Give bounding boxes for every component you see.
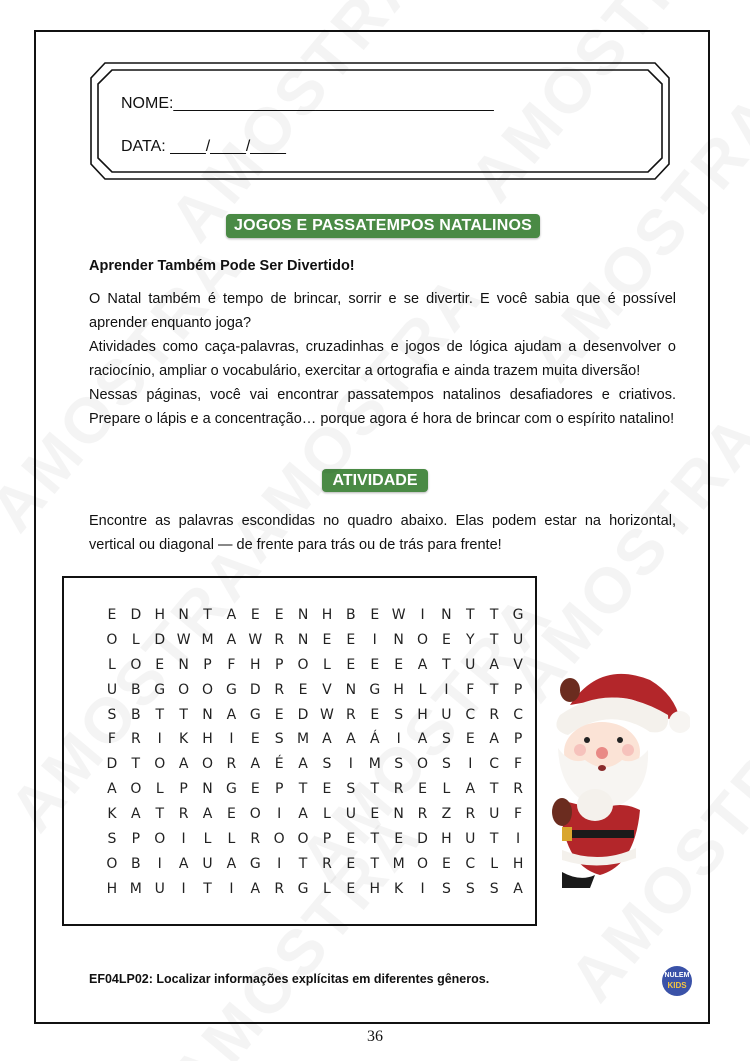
grid-letter[interactable]: A bbox=[417, 656, 428, 673]
grid-letter[interactable]: K bbox=[107, 806, 117, 823]
grid-letter[interactable]: I bbox=[181, 880, 186, 897]
grid-letter[interactable]: S bbox=[394, 706, 404, 723]
grid-letter[interactable]: O bbox=[106, 631, 118, 648]
grid-letter[interactable]: H bbox=[202, 731, 213, 748]
grid-letter[interactable]: E bbox=[346, 831, 356, 848]
grid-letter[interactable]: I bbox=[157, 855, 162, 872]
grid-letter[interactable]: A bbox=[107, 781, 117, 798]
grid-letter[interactable]: T bbox=[489, 781, 499, 798]
grid-letter[interactable]: T bbox=[203, 880, 212, 897]
grid-letter[interactable]: E bbox=[418, 781, 427, 798]
grid-letter[interactable]: R bbox=[489, 706, 500, 723]
grid-letter[interactable]: U bbox=[465, 831, 476, 848]
intro-paragraph: O Natal também é tempo de brincar, sorrir e se divertir. E você sabia que é possível aprender enquanto joga? bbox=[89, 291, 676, 331]
grid-letter[interactable]: A bbox=[298, 806, 308, 823]
grid-letter[interactable]: L bbox=[108, 656, 116, 673]
grid-letter[interactable]: N bbox=[202, 781, 213, 798]
grid-letter[interactable]: E bbox=[346, 656, 356, 673]
grid-letter[interactable]: E bbox=[250, 731, 260, 748]
grid-letter[interactable]: H bbox=[321, 607, 333, 623]
name-field[interactable] bbox=[121, 95, 494, 113]
grid-letter[interactable]: D bbox=[297, 706, 309, 723]
grid-letter[interactable]: T bbox=[370, 831, 380, 848]
grid-letter[interactable]: I bbox=[516, 831, 521, 848]
grid-letter[interactable]: E bbox=[370, 706, 380, 723]
grid-letter[interactable]: V bbox=[513, 656, 523, 673]
name-label: NOME: bbox=[121, 95, 174, 112]
grid-letter[interactable]: O bbox=[201, 756, 214, 773]
grid-letter[interactable]: E bbox=[346, 880, 356, 897]
grid-letter[interactable]: G bbox=[249, 855, 261, 872]
grid-letter[interactable]: I bbox=[468, 756, 473, 773]
grid-letter[interactable]: N bbox=[297, 607, 309, 623]
grid-letter[interactable]: T bbox=[489, 607, 499, 623]
grid-letter[interactable]: F bbox=[466, 681, 475, 698]
grid-letter[interactable]: A bbox=[250, 756, 261, 773]
grid-letter[interactable]: O bbox=[154, 756, 166, 773]
grid-letter[interactable]: U bbox=[154, 880, 165, 897]
grid-letter[interactable]: R bbox=[322, 855, 332, 872]
grid-letter[interactable]: S bbox=[107, 706, 117, 723]
grid-letter[interactable]: U bbox=[106, 681, 118, 698]
grid-letter[interactable]: L bbox=[131, 631, 140, 648]
grid-letter[interactable]: I bbox=[420, 880, 425, 897]
grid-letter[interactable]: T bbox=[155, 806, 164, 823]
grid-letter[interactable]: E bbox=[346, 855, 356, 872]
grid-letter[interactable]: I bbox=[229, 880, 234, 897]
grid-letter[interactable]: H bbox=[441, 831, 452, 848]
grid-letter[interactable]: A bbox=[322, 731, 332, 748]
grid-letter[interactable]: A bbox=[250, 880, 261, 897]
grid-letter[interactable]: A bbox=[489, 656, 499, 673]
logo-text-top: NULEM bbox=[664, 972, 690, 979]
grid-letter[interactable]: A bbox=[465, 781, 476, 798]
grid-row bbox=[100, 678, 530, 703]
grid-letter[interactable]: P bbox=[322, 831, 332, 848]
grid-row bbox=[100, 727, 530, 752]
grid-letter[interactable]: S bbox=[441, 731, 451, 748]
grid-letter[interactable]: E bbox=[346, 631, 356, 648]
intro-paragraph: Nessas páginas, você vai encontrar passatempos natalinos desafiadores e criativos. Prepare o lápis e a concentração… porque agora é hora de brincar com o espírito natalino! bbox=[89, 387, 676, 427]
grid-letter[interactable]: E bbox=[298, 681, 308, 698]
date-blank: ____/____/____ bbox=[170, 138, 286, 155]
grid-letter[interactable]: E bbox=[394, 656, 404, 673]
grid-letter[interactable]: M bbox=[368, 756, 381, 773]
grid-letter[interactable]: I bbox=[420, 607, 425, 623]
grid-letter[interactable]: G bbox=[225, 781, 237, 798]
grid-letter[interactable]: G bbox=[297, 880, 309, 897]
grid-letter[interactable]: L bbox=[442, 781, 451, 798]
grid-letter[interactable]: O bbox=[154, 831, 166, 848]
grid-letter[interactable]: T bbox=[131, 756, 141, 773]
grid-letter[interactable]: E bbox=[370, 806, 380, 823]
grid-letter[interactable]: C bbox=[465, 706, 476, 723]
grid-letter[interactable]: S bbox=[394, 756, 404, 773]
grid-letter[interactable]: E bbox=[441, 631, 451, 648]
grid-letter[interactable]: U bbox=[441, 706, 452, 723]
grid-letter[interactable]: L bbox=[323, 880, 331, 897]
grid-letter[interactable]: U bbox=[465, 656, 476, 673]
grid-letter[interactable]: I bbox=[181, 831, 186, 848]
grid-letter[interactable]: L bbox=[227, 831, 236, 848]
grid-letter[interactable]: S bbox=[465, 880, 475, 897]
grid-letter[interactable]: H bbox=[417, 706, 428, 723]
grid-letter[interactable]: R bbox=[274, 631, 285, 648]
grid-letter[interactable]: O bbox=[297, 831, 309, 848]
grid-letter[interactable]: F bbox=[227, 656, 236, 673]
grid-letter[interactable]: F bbox=[107, 731, 116, 748]
grid-letter[interactable]: R bbox=[513, 781, 523, 798]
skill-code-line bbox=[89, 972, 489, 986]
grid-letter[interactable]: E bbox=[441, 855, 451, 872]
grid-letter[interactable]: T bbox=[298, 781, 308, 798]
grid-letter[interactable]: R bbox=[178, 806, 189, 823]
grid-letter[interactable]: D bbox=[130, 607, 142, 623]
grid-letter[interactable]: N bbox=[297, 631, 309, 648]
grid-letter[interactable]: H bbox=[250, 656, 261, 673]
grid-letter[interactable]: I bbox=[348, 756, 353, 773]
grid-letter[interactable]: P bbox=[274, 656, 284, 673]
grid-letter[interactable]: T bbox=[298, 855, 308, 872]
grid-letter[interactable]: O bbox=[130, 656, 142, 673]
grid-letter[interactable]: O bbox=[417, 756, 429, 773]
intro-text bbox=[89, 287, 676, 431]
grid-letter[interactable]: A bbox=[489, 731, 499, 748]
grid-letter[interactable]: T bbox=[370, 855, 380, 872]
grid-letter[interactable]: A bbox=[226, 706, 237, 723]
grid-letter[interactable]: N bbox=[441, 607, 452, 623]
grid-letter[interactable]: K bbox=[394, 880, 404, 897]
grid-letter[interactable]: N bbox=[393, 806, 404, 823]
grid-letter[interactable]: L bbox=[203, 831, 212, 848]
grid-letter[interactable]: I bbox=[396, 731, 401, 748]
grid-letter[interactable]: L bbox=[490, 855, 499, 872]
grid-letter[interactable]: T bbox=[370, 781, 380, 798]
grid-letter[interactable]: O bbox=[297, 656, 309, 673]
grid-letter[interactable]: F bbox=[514, 756, 523, 773]
grid-letter[interactable]: U bbox=[345, 806, 356, 823]
grid-letter[interactable]: F bbox=[514, 806, 523, 823]
grid-letter[interactable]: U bbox=[202, 855, 213, 872]
grid-letter[interactable]: E bbox=[465, 731, 475, 748]
grid-letter[interactable]: A bbox=[226, 631, 237, 648]
grid-letter[interactable]: L bbox=[323, 656, 331, 673]
grid-letter[interactable]: T bbox=[489, 631, 499, 648]
page-number: 36 bbox=[367, 1028, 383, 1045]
word-search-grid[interactable] bbox=[100, 603, 530, 902]
grid-letter[interactable]: P bbox=[513, 681, 523, 698]
word-search-box bbox=[62, 576, 537, 926]
grid-letter[interactable]: M bbox=[201, 631, 214, 648]
grid-letter[interactable]: M bbox=[129, 880, 142, 897]
name-blank: ____________________________________ bbox=[173, 95, 494, 112]
grid-letter[interactable]: R bbox=[274, 880, 285, 897]
grid-letter[interactable]: H bbox=[369, 880, 380, 897]
grid-letter[interactable]: S bbox=[489, 880, 499, 897]
grid-letter[interactable]: N bbox=[393, 631, 404, 648]
grid-letter[interactable]: C bbox=[513, 706, 523, 723]
grid-row bbox=[100, 703, 530, 728]
grid-row bbox=[100, 877, 530, 902]
grid-letter[interactable]: A bbox=[417, 731, 428, 748]
grid-row bbox=[100, 752, 530, 777]
grid-letter[interactable]: E bbox=[226, 806, 236, 823]
grid-letter[interactable]: A bbox=[346, 731, 356, 748]
grid-letter[interactable]: É bbox=[274, 756, 284, 773]
grid-row bbox=[100, 852, 530, 877]
grid-letter[interactable]: S bbox=[441, 880, 451, 897]
grid-letter[interactable]: E bbox=[274, 706, 284, 723]
grid-letter[interactable]: H bbox=[106, 880, 118, 897]
grid-letter[interactable]: Z bbox=[441, 806, 452, 823]
grid-letter[interactable]: R bbox=[393, 781, 404, 798]
grid-letter[interactable]: A bbox=[131, 806, 141, 823]
grid-letter[interactable]: S bbox=[322, 756, 332, 773]
grid-letter[interactable]: E bbox=[250, 607, 260, 623]
grid-letter[interactable]: N bbox=[178, 656, 189, 673]
grid-letter[interactable]: O bbox=[249, 806, 261, 823]
grid-row bbox=[100, 827, 530, 852]
grid-letter[interactable]: E bbox=[370, 656, 380, 673]
grid-letter[interactable]: C bbox=[465, 855, 476, 872]
grid-letter[interactable]: O bbox=[417, 855, 429, 872]
intro-paragraph: Atividades como caça-palavras, cruzadinhas e jogos de lógica ajudam a desenvolver o raciocínio, ampliar o vocabulário, exercitar a ortografia e ainda trazem muita diversão! bbox=[89, 339, 676, 379]
grid-letter[interactable]: O bbox=[130, 781, 142, 798]
grid-letter[interactable]: R bbox=[226, 756, 237, 773]
grid-letter[interactable]: I bbox=[277, 806, 282, 823]
grid-letter[interactable]: G bbox=[512, 607, 524, 623]
grid-row bbox=[100, 802, 530, 827]
grid-letter[interactable]: R bbox=[417, 806, 428, 823]
grid-letter[interactable]: A bbox=[202, 806, 213, 823]
grid-letter[interactable]: L bbox=[155, 781, 164, 798]
octagon-frame bbox=[90, 62, 670, 180]
grid-letter[interactable]: O bbox=[201, 681, 214, 698]
grid-letter[interactable]: I bbox=[229, 731, 234, 748]
grid-letter[interactable]: B bbox=[131, 681, 141, 698]
grid-letter[interactable]: N bbox=[202, 706, 213, 723]
brand-logo bbox=[662, 966, 692, 996]
grid-letter[interactable]: T bbox=[442, 656, 451, 673]
grid-row bbox=[100, 603, 530, 628]
grid-letter[interactable]: R bbox=[465, 806, 476, 823]
skill-code: EF04LP02 bbox=[89, 972, 149, 986]
date-field[interactable] bbox=[121, 138, 286, 156]
grid-letter[interactable]: P bbox=[513, 731, 523, 748]
santa-illustration bbox=[540, 660, 690, 890]
grid-letter[interactable]: S bbox=[346, 781, 356, 798]
grid-letter[interactable]: B bbox=[131, 706, 141, 723]
instructions-paragraph: Encontre as palavras escondidas no quadro abaixo. Elas podem estar na horizontal, vertical ou diagonal — de frente para trás ou de trás para frente! bbox=[89, 513, 676, 553]
grid-letter[interactable]: H bbox=[154, 607, 165, 623]
activity-label: ATIVIDADE bbox=[322, 469, 428, 492]
instructions-text bbox=[89, 509, 676, 557]
skill-description: : Localizar informações explícitas em diferentes gêneros. bbox=[148, 972, 490, 986]
grid-letter[interactable]: E bbox=[155, 656, 165, 673]
grid-letter[interactable]: L bbox=[418, 681, 427, 698]
grid-letter[interactable]: A bbox=[513, 880, 523, 897]
grid-letter[interactable]: K bbox=[179, 731, 189, 748]
logo-text-bottom: KIDS bbox=[667, 981, 687, 990]
grid-letter[interactable]: A bbox=[178, 855, 189, 872]
grid-letter[interactable]: O bbox=[106, 855, 118, 872]
grid-letter[interactable]: O bbox=[273, 831, 285, 848]
grid-letter[interactable]: S bbox=[107, 831, 117, 848]
grid-letter[interactable]: D bbox=[417, 831, 428, 848]
grid-letter[interactable]: I bbox=[444, 681, 449, 698]
student-info-box bbox=[90, 62, 670, 180]
grid-letter[interactable]: I bbox=[372, 631, 377, 648]
grid-letter[interactable]: U bbox=[512, 631, 524, 648]
grid-letter[interactable]: P bbox=[274, 781, 284, 798]
grid-letter[interactable]: Á bbox=[369, 731, 380, 748]
grid-letter[interactable]: P bbox=[131, 831, 141, 848]
grid-letter[interactable]: G bbox=[369, 681, 381, 698]
grid-letter[interactable]: E bbox=[107, 607, 117, 623]
grid-letter[interactable]: D bbox=[249, 681, 261, 698]
grid-letter[interactable]: I bbox=[157, 731, 162, 748]
grid-letter[interactable]: P bbox=[179, 781, 188, 798]
grid-letter[interactable]: W bbox=[391, 607, 406, 623]
grid-letter[interactable]: E bbox=[250, 781, 260, 798]
grid-letter[interactable]: T bbox=[179, 706, 188, 723]
date-label: DATA: bbox=[121, 138, 166, 155]
grid-letter[interactable]: C bbox=[489, 756, 500, 773]
grid-letter[interactable]: V bbox=[322, 681, 332, 698]
grid-letter[interactable]: B bbox=[346, 607, 356, 623]
grid-letter[interactable]: H bbox=[512, 855, 524, 872]
grid-letter[interactable]: O bbox=[417, 631, 429, 648]
grid-letter[interactable]: R bbox=[274, 681, 285, 698]
grid-letter[interactable]: W bbox=[248, 631, 263, 648]
grid-row bbox=[100, 653, 530, 678]
grid-letter[interactable]: Y bbox=[466, 631, 475, 648]
grid-letter[interactable]: A bbox=[226, 607, 237, 623]
grid-letter[interactable]: N bbox=[345, 681, 357, 698]
grid-letter[interactable]: T bbox=[155, 706, 164, 723]
grid-letter[interactable]: G bbox=[154, 681, 166, 698]
grid-letter[interactable]: U bbox=[489, 806, 500, 823]
grid-letter[interactable]: G bbox=[225, 681, 237, 698]
grid-letter[interactable]: R bbox=[130, 731, 141, 748]
grid-letter[interactable]: E bbox=[322, 631, 332, 648]
grid-letter[interactable]: M bbox=[297, 731, 310, 748]
grid-letter[interactable]: S bbox=[441, 756, 451, 773]
grid-letter[interactable]: O bbox=[178, 681, 190, 698]
grid-letter[interactable]: T bbox=[489, 681, 499, 698]
grid-row bbox=[100, 628, 530, 653]
grid-letter[interactable]: E bbox=[322, 781, 332, 798]
grid-letter[interactable]: D bbox=[106, 756, 118, 773]
grid-letter[interactable]: A bbox=[226, 855, 237, 872]
grid-letter[interactable]: G bbox=[249, 706, 261, 723]
section-title: JOGOS E PASSATEMPOS NATALINOS bbox=[226, 214, 540, 238]
grid-letter[interactable]: H bbox=[393, 681, 404, 698]
grid-letter[interactable]: A bbox=[178, 756, 189, 773]
grid-letter[interactable]: R bbox=[345, 706, 356, 723]
subtitle: Aprender Também Pode Ser Divertido! bbox=[89, 258, 355, 274]
grid-letter[interactable]: E bbox=[274, 607, 284, 623]
grid-row bbox=[100, 777, 530, 802]
grid-letter[interactable]: T bbox=[203, 607, 212, 623]
grid-letter[interactable]: N bbox=[178, 607, 189, 623]
grid-letter[interactable]: T bbox=[466, 607, 475, 623]
grid-letter[interactable]: B bbox=[131, 855, 141, 872]
grid-letter[interactable]: S bbox=[274, 731, 284, 748]
grid-letter[interactable]: P bbox=[203, 656, 212, 673]
grid-letter[interactable]: I bbox=[277, 855, 282, 872]
grid-letter[interactable]: L bbox=[323, 806, 331, 823]
grid-letter[interactable]: W bbox=[176, 631, 191, 648]
grid-letter[interactable]: R bbox=[250, 831, 261, 848]
grid-letter[interactable]: E bbox=[370, 607, 380, 623]
grid-letter[interactable]: T bbox=[489, 831, 499, 848]
grid-letter[interactable]: D bbox=[154, 631, 166, 648]
grid-letter[interactable]: W bbox=[320, 706, 334, 723]
grid-letter[interactable]: A bbox=[298, 756, 308, 773]
grid-letter[interactable]: M bbox=[392, 855, 405, 872]
grid-letter[interactable]: E bbox=[394, 831, 404, 848]
